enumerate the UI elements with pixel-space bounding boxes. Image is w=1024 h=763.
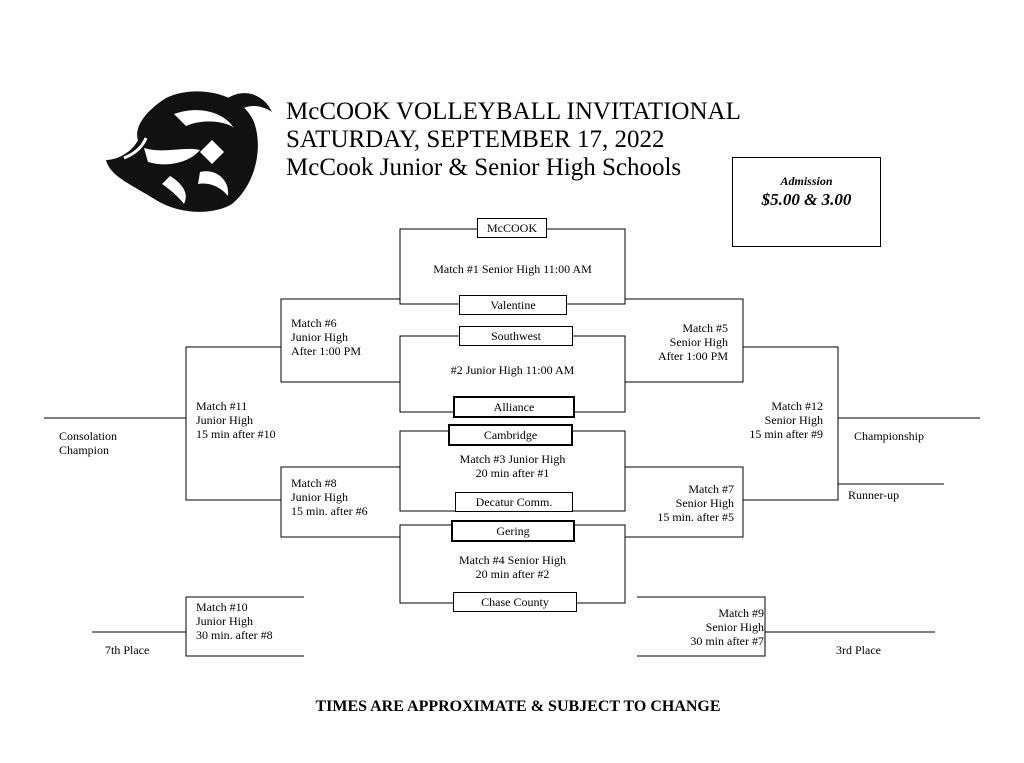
seventh-place-label: 7th Place	[105, 643, 150, 657]
team-gering: Gering	[451, 520, 575, 542]
match-7-label: Match #7 Senior High 15 min. after #5	[657, 482, 734, 524]
championship-label: Championship	[854, 429, 925, 443]
team-valentine: Valentine	[459, 295, 567, 315]
admission-label: Admission	[780, 174, 833, 188]
match-8-label: Match #8 Junior High 15 min. after #6	[291, 476, 368, 518]
team-chase-county: Chase County	[453, 592, 577, 612]
match-4-label: Match #4 Senior High 20 min after #2	[459, 553, 566, 581]
match-3-label: Match #3 Junior High 20 min after #1	[459, 452, 566, 480]
match-5-label: Match #5 Senior High After 1:00 PM	[658, 321, 728, 363]
team-cambridge: Cambridge	[448, 424, 573, 446]
event-venue: McCook Junior & Senior High Schools	[286, 154, 682, 181]
match-2-label: #2 Junior High 11:00 AM	[450, 363, 575, 377]
team-alliance: Alliance	[453, 396, 575, 418]
times-disclaimer: TIMES ARE APPROXIMATE & SUBJECT TO CHANGE	[315, 698, 721, 715]
team-decatur: Decatur Comm.	[455, 492, 573, 512]
team-southwest: Southwest	[459, 326, 573, 346]
match-6-label: Match #6 Junior High After 1:00 PM	[291, 316, 361, 358]
match-9-label: Match #9 Senior High 30 min after #7	[690, 606, 764, 648]
admission-price: $5.00 & 3.00	[761, 190, 852, 209]
team-mccook: McCOOK	[477, 218, 547, 238]
match-10-label: Match #10 Junior High 30 min. after #8	[196, 600, 273, 642]
third-place-label: 3rd Place	[836, 643, 881, 657]
event-date: SATURDAY, SEPTEMBER 17, 2022	[286, 126, 665, 153]
consolation-champion-label: Consolation Champion	[59, 429, 118, 457]
match-1-label: Match #1 Senior High 11:00 AM	[433, 262, 592, 276]
runner-up-label: Runner-up	[848, 488, 900, 502]
event-title: McCOOK VOLLEYBALL INVITATIONAL	[286, 98, 741, 125]
match-12-label: Match #12 Senior High 15 min after #9	[749, 399, 823, 441]
match-11-label: Match #11 Junior High 15 min after #10	[196, 399, 276, 441]
